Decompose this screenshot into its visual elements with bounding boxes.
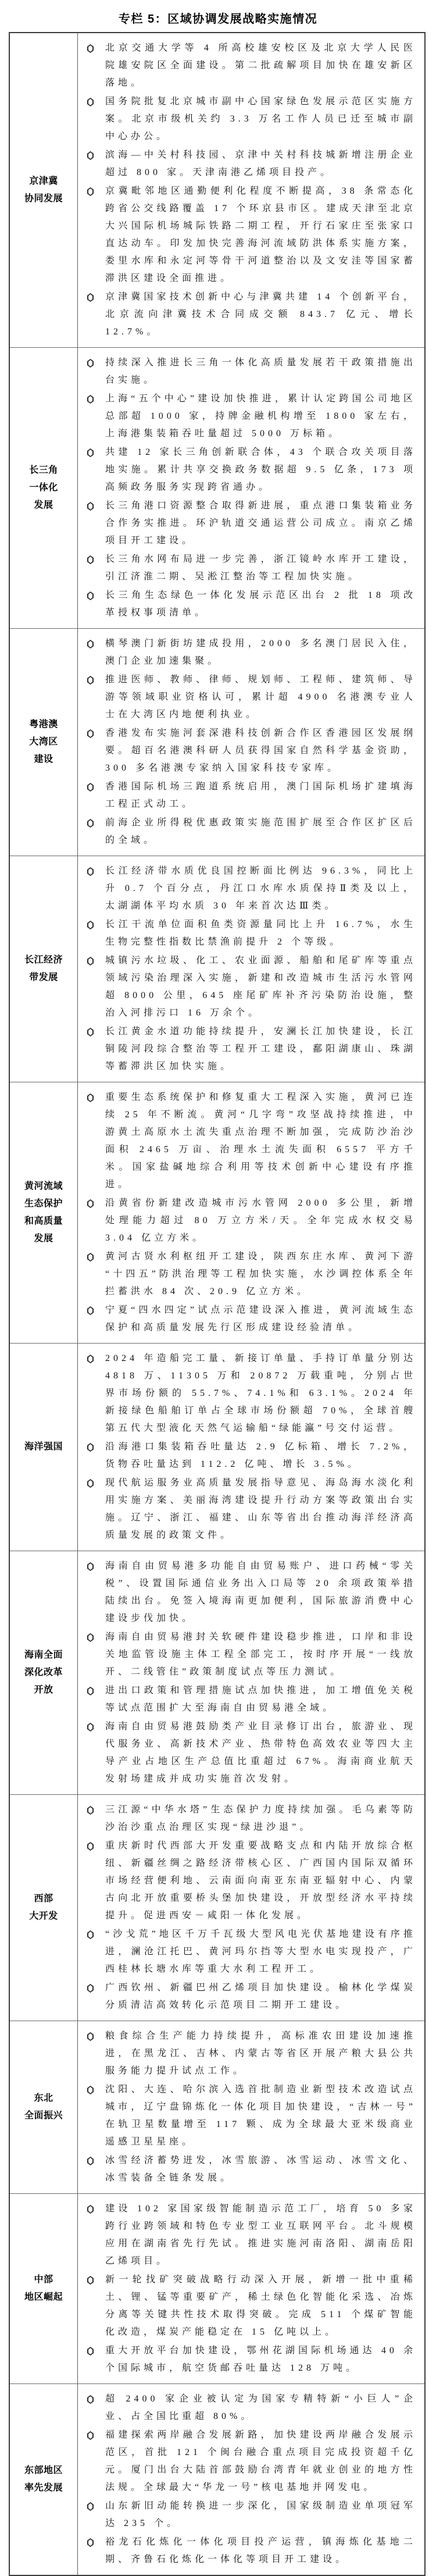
bullet-text: 长江经济带水质优良国控断面比例达 96.3%，同比上升 0.7 个百分点，丹江口水库水质保持Ⅱ类及以上，太湖湖体平均水质 30 年来首次达Ⅲ类。 — [105, 866, 416, 911]
list-item — [78, 1438, 416, 1473]
column-table — [9, 32, 426, 2576]
hexagon-bullet-icon — [87, 1723, 94, 1731]
bullet-text: 广西钦州、新疆巴州乙烯项目加快建设。榆林化学煤炭分质清洁高效转化示范项目二期开工建设。 — [105, 1983, 416, 2010]
bullet-text: 冰雪经济蓄势迸发，冰雪旅游、冰雪运动、冰雪文化、冰雪装备全链条发展。 — [105, 2155, 416, 2183]
bullet-text: 沈阳、大连、哈尔滨入选首批制造业新型技术改造试点城市，辽宁盘锦炼化一体化项目加快建设，“吉林一号”在轨卫星数量增至 117 颗、成为全球最大亚米级商业遥感卫星星座。 — [105, 2085, 416, 2147]
list-item — [78, 2081, 416, 2151]
section-label: 长江经济 带发展 — [10, 856, 78, 1082]
list-item — [78, 1629, 416, 1681]
list-item — [78, 390, 416, 443]
list-item — [78, 183, 416, 287]
list-item — [78, 1979, 416, 2014]
hexagon-bullet-icon — [87, 676, 94, 685]
bullet-text: 国务院批复北京城市副中心国家绿色发展示范区实施方案。北京市级机关约 3.3 万名工作人员已迁至城市副中心办公。 — [105, 97, 416, 141]
list-item — [78, 2390, 416, 2425]
hexagon-bullet-icon — [87, 1562, 94, 1571]
list-item — [78, 1682, 416, 1717]
section-label: 长三角 一体化 发展 — [10, 348, 78, 628]
hexagon-bullet-icon — [87, 1443, 94, 1452]
section-label: 海南全面 深化改革 开放 — [10, 1551, 78, 1794]
hexagon-bullet-icon — [87, 1842, 94, 1851]
list-item — [78, 814, 416, 849]
list-item — [78, 444, 416, 496]
bullet-text: 香港国际机场三跑道系统启用，澳门国际机场扩建填海工程正式动工。 — [105, 782, 416, 809]
hexagon-bullet-icon — [87, 1930, 94, 1939]
bullet-text: 北京交通大学等 4 所高校雄安校区及北京大学人民医院雄安院区全面建设。第二批疏解项目加快在雄安新区落地。 — [105, 43, 416, 88]
list-item — [78, 916, 416, 951]
section-label: 东部地区 率先发展 — [10, 2384, 78, 2575]
list-item — [78, 778, 416, 813]
hexagon-bullet-icon — [87, 1806, 94, 1815]
hexagon-bullet-icon — [87, 2032, 94, 2041]
bullet-text: 沿海港口集装箱吞吐量达 2.9 亿标箱、增长 7.2%，货物吞吐量达到 112.2 亿吨、增长 3.5%。 — [105, 1442, 416, 1469]
list-item — [78, 2427, 416, 2496]
bullet-text: 京津冀国家技术创新中心与津冀共建 14 个创新平台，北京流向津冀技术合同成交额 843.7 亿元、增长 12.7%。 — [105, 292, 416, 337]
list-item — [78, 497, 416, 550]
hexagon-bullet-icon — [87, 2157, 94, 2165]
bullet-text: 山东新旧动能转换进一步深化，国家级制造业单项冠军达 235 个。 — [105, 2501, 416, 2528]
hexagon-bullet-icon — [87, 2395, 94, 2404]
hexagon-bullet-icon — [87, 1355, 94, 1363]
bullet-text: 超 2400 家企业被认定为国家专精特新“小巨人”企业、占全国比重超 80%。 — [105, 2394, 416, 2421]
bullet-text: 粮食综合生产能力持续提升，高标准农田建设加速推进，在黑龙江、吉林、内蒙古等省区开展产粮大县公共服务能力提升试点工作。 — [105, 2031, 416, 2076]
section-row-zhongbu — [10, 2193, 424, 2383]
list-item — [78, 1350, 416, 1437]
section-row-yuegangao — [10, 628, 424, 856]
hexagon-bullet-icon — [87, 2205, 94, 2214]
bullet-text: 京冀毗邻地区通勤便利化程度不断提高，38 条常态化跨省公交线路覆盖 17 个环京县市区。建成天津至北京大兴国际机场城际铁路二期工程，开行石家庄至张家口直达动车。印发加快完善海河流域防洪体系实施方案，娄里水库和永定河等骨干河道整治以及文安洼等国家蓄滞洪区建设全面推进。 — [105, 186, 416, 283]
list-item — [78, 2028, 416, 2080]
section-row-changjiang — [10, 856, 424, 1082]
bullet-list — [78, 1551, 424, 1794]
bullet-text: 推进医师、教师、律师、规划师、工程师、建筑师、导游等领域职业资格认可，累计超 4900 名港澳专业人士在大湾区内地便利执业。 — [105, 675, 416, 719]
bullet-text: 黄河古贤水利枢纽开工建设，陕西东庄水库、黄河下游“十四五”防洪治理等工程加快实施，水沙调控体系全年拦蓄洪水 84 次、20.9 亿立方米。 — [105, 1252, 416, 1296]
section-row-changsanjiao — [10, 347, 424, 628]
bullet-text: 上海“五个中心”建设加快推进，累计认定跨国公司地区总部超 1000 家，持牌金融机构增至 1800 家左右，上海港集装箱吞吐量超过 5000 万标箱。 — [105, 394, 416, 439]
bullet-text: 长三角水网布局进一步完善，浙江镜岭水库开工建设，引江济淮二期、吴淞江整治等工程加快实施。 — [105, 554, 416, 582]
bullet-text: 进出口政策和管理措施试点加快推进，加工增值免关税等试点范围扩大至海南自由贸易港全域。 — [105, 1686, 416, 1713]
list-item — [78, 1718, 416, 1788]
bullet-list — [78, 2194, 424, 2383]
hexagon-bullet-icon — [87, 957, 94, 965]
bullet-text: 三江源“中华水塔”生态保护力度持续加强。毛乌素等防沙治沙重点治理区实现“绿进沙退”。 — [105, 1805, 416, 1832]
bullet-text: 长三角港口资源整合取得新进展，重点港口集装箱业务合作务实推进。环沪轨道交通运营公司成立。南京乙烯项目开工建设。 — [105, 501, 416, 546]
hexagon-bullet-icon — [87, 2347, 94, 2356]
bullet-text: 新一轮找矿突破战略行动深入开展，新增一批中重稀土、锂、锰等重要矿产，稀土绿色化智能化采选、冶炼分离等关键共性技术取得突破。完成 511 个煤矿智能化改造，煤炭产能稳定在 15 亿吨以上。 — [105, 2275, 416, 2337]
list-item — [78, 1023, 416, 1075]
hexagon-bullet-icon — [87, 555, 94, 564]
section-label: 中部 地区崛起 — [10, 2194, 78, 2383]
bullet-text: 海南自由贸易港鼓励类产业目录修订出台，旅游业、现代服务业、高新技术产业、热带特色高效农业等四大主导产业占地区生产总值比重超过 67%。海南商业航天发射场建成并成功实施首次发射。 — [105, 1722, 416, 1784]
hexagon-bullet-icon — [87, 1199, 94, 1208]
bullet-text: 海南自由贸易港封关软硬件建设稳步推进，口岸和非设关地监管设施主体工程全部完工，按时序开展“一线放开、二线管住”政策制度试点等压力测试。 — [105, 1632, 416, 1677]
hexagon-bullet-icon — [87, 1633, 94, 1642]
bullet-text: 横琴澳门新街坊建成投用，2000 多名澳门居民入住，澳门企业加速集聚。 — [105, 639, 416, 666]
hexagon-bullet-icon — [87, 1306, 94, 1315]
list-item — [78, 863, 416, 915]
hexagon-bullet-icon — [87, 1984, 94, 1993]
hexagon-bullet-icon — [87, 502, 94, 511]
list-item — [78, 147, 416, 181]
list-item — [78, 2200, 416, 2270]
list-item — [78, 1474, 416, 1544]
list-item — [78, 2152, 416, 2187]
list-item — [78, 2497, 416, 2532]
bullet-text: 现代航运服务业高质量发展指导意见、海岛海水淡化利用实施方案、美丽海湾建设提升行动方案等政策出台实施。辽宁、浙江、福建、山东等省出台推动海洋经济高质量发展的政策文件。 — [105, 1478, 416, 1540]
bullet-list — [78, 348, 424, 628]
hexagon-bullet-icon — [87, 293, 94, 302]
bullet-text: 2024 年造船完工量、新接订单量、手持订单量分别达 4818 万、11305 万和 20872 万载重吨，分别占世界市场份额的 55.7%、74.1%和 63.1%。2024 年新接绿色船舶订单占全球市场份额超 70%，全球首艘第五代大型液化天然气运输船“绿能瀛”号交付运营。 — [105, 1353, 416, 1433]
list-item — [78, 2271, 416, 2341]
bullet-list — [78, 33, 424, 347]
list-item — [78, 1089, 416, 1193]
bullet-text: 裕龙石化炼化一体化项目投产运营，镇海炼化基地二期、齐鲁石化炼化一体化等项目开工建设。 — [105, 2537, 416, 2564]
hexagon-bullet-icon — [87, 592, 94, 600]
hexagon-bullet-icon — [87, 640, 94, 649]
section-label: 京津冀 协同发展 — [10, 33, 78, 347]
bullet-text: 持续深入推进长三角一体化高质量发展若干政策措施出台实施。 — [105, 358, 416, 385]
hexagon-bullet-icon — [87, 2086, 94, 2094]
bullet-text: 福建探索两岸融合发展新路，加快建设两岸融合发展示范区，首批 121 个闽台融合重点项目完成投资超千亿元。厦门出台大陆首部鼓励台湾青年就业创业的地方性法规。全球最大“华龙一号”核电基地并网发电。 — [105, 2430, 416, 2492]
hexagon-bullet-icon — [87, 151, 94, 160]
list-item — [78, 1195, 416, 1247]
list-item — [78, 1248, 416, 1301]
bullet-text: 海南自由贸易港多功能自由贸易账户、进口药械“零关税”、设置国际通信业务出入口局等 20 余项政策举措陆续出台。免签入境海南更加便利，国际旅游消费中心建设步伐加快。 — [105, 1561, 416, 1623]
list-item — [78, 952, 416, 1022]
section-row-jingjinji — [10, 33, 424, 347]
bullet-text: 城镇污水垃圾、化工、农业面源、船舶和尾矿库等重点领域污染治理深入实施，新建和改造城市生活污水管网超 8000 公里，645 座尾矿库补齐污染防治设施，整治入河排污口 16 万余个。 — [105, 956, 416, 1018]
hexagon-bullet-icon — [87, 867, 94, 876]
bullet-text: 沿黄省份新建改造城市污水管网 2000 多公里，新增处理能力超过 80 万立方米/天。全年完成水权交易 3.04 亿立方米。 — [105, 1198, 416, 1243]
list-item — [78, 671, 416, 724]
section-label: 粤港澳 大湾区 建设 — [10, 629, 78, 856]
bullet-text: 共建 12 家长三角创新联合体，43 个联合攻关项目落地实施。累计共享交换政务数据超 9.5 亿条，173 项高频政务服务实现跨省通办。 — [105, 447, 416, 492]
hexagon-bullet-icon — [87, 44, 94, 53]
list-item — [78, 354, 416, 389]
list-item — [78, 1801, 416, 1836]
hexagon-bullet-icon — [87, 2276, 94, 2285]
list-item — [78, 2342, 416, 2377]
bullet-list — [78, 856, 424, 1082]
section-label: 黄河流域 生态保护 和高质量 发展 — [10, 1082, 78, 1343]
section-label: 东北 全面振兴 — [10, 2021, 78, 2193]
hexagon-bullet-icon — [87, 1028, 94, 1036]
section-row-haiyang — [10, 1343, 424, 1551]
bullet-text: 建设 102 家国家级智能制造示范工厂，培育 50 多家跨行业跨领域和特色专业型工业互联网平台。北斗规模应用在湖南省先行先试。推进实施河南洛阳、湖南岳阳乙烯项目。 — [105, 2204, 416, 2266]
bullet-text: “沙戈荒”地区千万千瓦级大型风电光伏基地建设有序推进，澜沧江托巴、黄河玛尔挡等大型水电实现投产，广西桂林长塘水库等重大水利工程开工。 — [105, 1929, 416, 1974]
section-row-xibu — [10, 1794, 424, 2021]
section-label: 海洋强国 — [10, 1344, 78, 1551]
bullet-list — [78, 2384, 424, 2575]
bullet-text: 重庆新时代西部大开发重要战略支点和内陆开放综合枢纽、新疆丝绸之路经济带核心区、广西国内国际双循环市场经营便利地、云南面向南亚东南亚辐射中心、内蒙古向北开放重要桥头堡加快建设，开放型经济水平持续提升。促进西安－咸阳一体化发展。 — [105, 1841, 416, 1921]
list-item — [78, 2534, 416, 2568]
hexagon-bullet-icon — [87, 921, 94, 929]
hexagon-bullet-icon — [87, 1687, 94, 1695]
page-title: 专栏 5：区域协调发展战略实施情况 — [118, 13, 318, 26]
list-item — [78, 1302, 416, 1337]
bullet-list — [78, 2021, 424, 2193]
section-row-hainan — [10, 1551, 424, 1794]
hexagon-bullet-icon — [87, 359, 94, 368]
section-label: 西部 大开发 — [10, 1795, 78, 2021]
list-item — [78, 1837, 416, 1925]
bullet-text: 前海企业所得税优惠政策实施范围扩展至合作区扩区后的全域。 — [105, 818, 416, 845]
hexagon-bullet-icon — [87, 1253, 94, 1262]
hexagon-bullet-icon — [87, 2502, 94, 2511]
hexagon-bullet-icon — [87, 819, 94, 828]
hexagon-bullet-icon — [87, 1479, 94, 1488]
bullet-text: 重大开放平台加快建设，鄂州花湖国际机场通达 40 余个国际城市，航空货邮吞吐量达 128 万吨。 — [105, 2346, 416, 2373]
list-item — [78, 1926, 416, 1978]
hexagon-bullet-icon — [87, 187, 94, 196]
bullet-text: 滨海—中关村科技园、京津中关村科技城新增注册企业超过 800 家。天津南港乙烯项目投产。 — [105, 150, 416, 177]
bullet-text: 长江黄金水道功能持续提升，安澜长江加快建设，长江铜陵河段综合整治等工程开工建设，鄱阳湖康山、珠湖等蓄滞洪区加快实施。 — [105, 1027, 416, 1071]
hexagon-bullet-icon — [87, 2538, 94, 2547]
bullet-list — [78, 1344, 424, 1551]
list-item — [78, 40, 416, 92]
section-row-huanghe — [10, 1082, 424, 1343]
bullet-text: 重要生态系统保护和修复重大工程深入实施，黄河已连续 25 年不断流。黄河“几字弯”攻坚战持续推进，中游黄土高原水土流失重点治理不断加强，完成防沙治沙面积 2465 万亩、治理水土流失面积 6557 平方千米。国家盐碱地综合利用等技术创新中心建设有序推进。 — [105, 1092, 416, 1189]
list-item — [78, 587, 416, 622]
list-item — [78, 725, 416, 777]
hexagon-bullet-icon — [87, 395, 94, 404]
hexagon-bullet-icon — [87, 729, 94, 738]
bullet-text: 香港发布实施河套深港科技创新合作区香港园区发展纲要。超百名港澳科研人员获得国家自然科学基金资助，300 多名港澳专家纳入国家科技专家库。 — [105, 728, 416, 773]
hexagon-bullet-icon — [87, 2431, 94, 2440]
list-item — [78, 288, 416, 341]
bullet-text: 宁夏“四水四定”试点示范建设深入推进，黄河流域生态保护和高质量发展先行区形成建设经验清单。 — [105, 1305, 416, 1332]
bullet-text: 长三角生态绿色一体化发展示范区出台 2 批 18 项改革授权事项清单。 — [105, 590, 416, 618]
list-item — [78, 635, 416, 670]
list-item — [78, 1558, 416, 1627]
list-item — [78, 551, 416, 586]
hexagon-bullet-icon — [87, 98, 94, 106]
bullet-list — [78, 1795, 424, 2021]
bullet-list — [78, 629, 424, 856]
hexagon-bullet-icon — [87, 448, 94, 457]
section-row-dongbei — [10, 2021, 424, 2193]
hexagon-bullet-icon — [87, 783, 94, 792]
bullet-list — [78, 1082, 424, 1343]
hexagon-bullet-icon — [87, 1093, 94, 1102]
bullet-text: 长江干流单位面积鱼类资源量同比上升 16.7%，水生生物完整性指数比禁渔前提升 2 个等级。 — [105, 920, 416, 947]
list-item — [78, 93, 416, 145]
section-row-dongbu — [10, 2383, 424, 2575]
